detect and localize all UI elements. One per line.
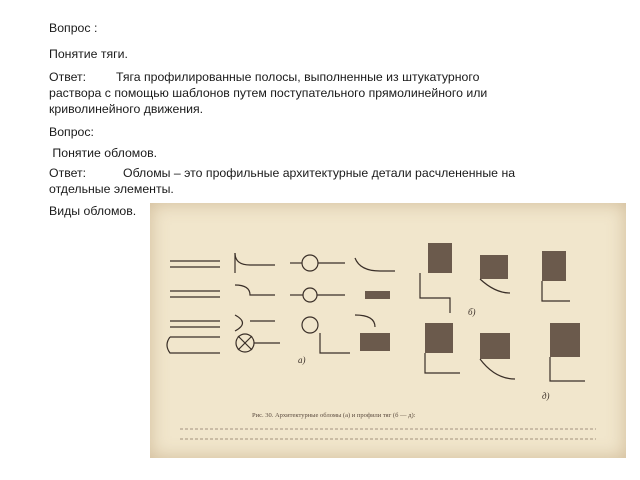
figure-part-b-label: б) [468,307,476,317]
question-1-text: Понятие тяги. [49,47,128,61]
architectural-profiles-figure [150,203,626,458]
figure-part-a-label: а) [298,355,306,365]
section-heading: Виды обломов. [49,204,137,218]
answer-2-label: Ответ: [49,166,87,180]
profile-row-3 [170,315,375,333]
answer-2-line-1: Обломы – это профильные архитектурные детали расчлененные на [123,166,516,180]
cornice-profiles [420,243,585,381]
question-2-text: Понятие обломов. [49,146,158,160]
answer-1-line-2: раствора с помощью шаблонов путем поступательного прямолинейного или [49,86,488,100]
answer-1-line-3: криволинейного движения. [49,102,204,116]
answer-2-line-2: отдельные элементы. [49,182,174,196]
question-1-label: Вопрос : [49,21,98,35]
figure-caption: Рис. 30. Архитектурные обломы (а) и профили тяг (б — д): [252,412,416,419]
answer-1-label: Ответ: [49,70,87,84]
question-2-label: Вопрос: [49,125,94,139]
figure-part-d-label: д) [542,391,550,401]
profile-row-1 [170,253,395,273]
profile-row-2 [170,285,390,302]
profile-row-4 [167,333,390,353]
answer-1-line-1: Тяга профилированные полосы, выполненные из штукатурного [116,70,480,84]
